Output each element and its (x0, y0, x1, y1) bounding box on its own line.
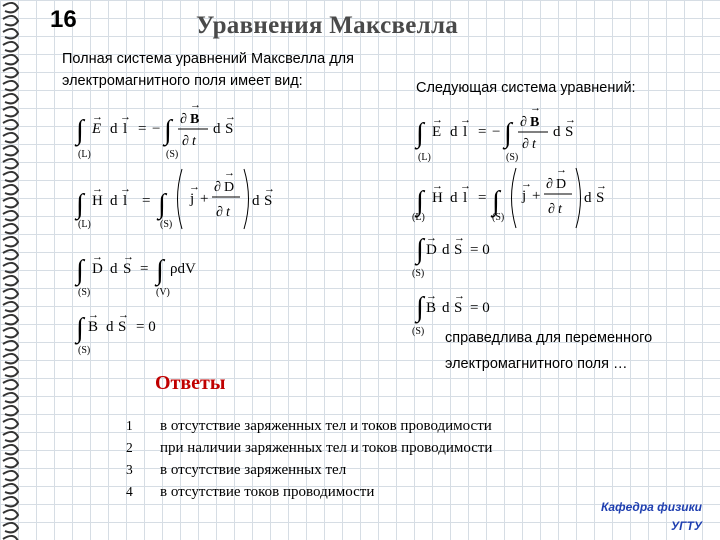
svg-text:=: = (140, 261, 149, 277)
svg-text:(S): (S) (160, 219, 173, 230)
spiral-ring (3, 94, 18, 104)
credit-line-2: УГТУ (671, 519, 702, 533)
spiral-ring (3, 289, 18, 299)
spiral-ring (3, 302, 18, 312)
svg-text:−: − (152, 121, 161, 137)
spiral-binding (0, 0, 24, 540)
svg-text:∂: ∂ (180, 112, 187, 127)
svg-text:→: → (596, 180, 607, 192)
equation-gauss-electric (74, 251, 196, 298)
svg-text:(S): (S) (412, 326, 425, 337)
svg-text:→: → (92, 251, 103, 263)
svg-text:(L): (L) (412, 212, 425, 223)
svg-text:l: l (463, 124, 468, 140)
maxwell-full-system (70, 95, 300, 365)
equation-ampere-following (412, 164, 607, 228)
spiral-ring (3, 211, 18, 221)
svg-text:→: → (454, 290, 465, 302)
svg-text:∫: ∫ (158, 189, 166, 220)
answer-option-1[interactable] (120, 415, 492, 437)
svg-text:S: S (123, 261, 132, 277)
answer-option-3[interactable] (120, 459, 492, 481)
spiral-ring (3, 55, 18, 65)
spiral-ring (3, 81, 18, 91)
svg-text:→: → (460, 180, 471, 192)
svg-text:(S): (S) (506, 152, 519, 163)
spiral-ring (3, 159, 18, 169)
svg-text:−: − (492, 124, 501, 140)
spiral-ring (3, 172, 18, 182)
equation-faraday-following (414, 102, 576, 163)
equation-ampere-full (74, 167, 275, 230)
svg-text:∂: ∂ (546, 177, 553, 192)
answers-heading: Ответы (155, 372, 226, 394)
svg-text:(S): (S) (166, 149, 179, 160)
svg-text:∫: ∫ (76, 313, 84, 344)
svg-text:→: → (432, 180, 443, 192)
spiral-ring (3, 471, 18, 481)
svg-text:B: B (530, 115, 540, 130)
svg-text:→: → (92, 183, 103, 195)
spiral-ring (3, 406, 18, 416)
svg-text:→: → (454, 232, 465, 244)
spiral-ring (3, 497, 18, 507)
svg-text:→: → (460, 114, 471, 126)
spiral-ring (3, 237, 18, 247)
svg-text:=: = (142, 193, 151, 209)
svg-text:→: → (565, 114, 576, 126)
validity-line-1: справедлива для переменного (445, 330, 653, 346)
svg-text:∂: ∂ (214, 180, 221, 195)
svg-text:→: → (224, 167, 235, 179)
svg-text:→: → (521, 178, 532, 190)
svg-text:d: d (110, 193, 118, 209)
svg-text:S: S (225, 121, 234, 137)
svg-text:(S): (S) (492, 212, 505, 223)
answer-text: в отсутствие заряженных тел и токов проводимости (160, 417, 492, 434)
svg-text:∂: ∂ (182, 134, 189, 149)
maxwell-following-system (410, 98, 640, 348)
svg-text:S: S (596, 190, 605, 206)
spiral-ring (3, 198, 18, 208)
spiral-ring (3, 523, 18, 533)
svg-text:d: d (450, 124, 458, 140)
intro-line-2: электромагнитного поля имеет вид: (62, 73, 303, 89)
svg-text:→: → (432, 114, 443, 126)
intro-line-1: Полная система уравнений Максвелла для (62, 51, 354, 67)
svg-text:∂: ∂ (548, 202, 555, 217)
spiral-ring (3, 367, 18, 377)
spiral-ring (3, 419, 18, 429)
spiral-ring (3, 315, 18, 325)
svg-text:→: → (120, 183, 131, 195)
svg-text:l: l (463, 190, 468, 206)
answer-number: 1 (126, 418, 133, 433)
following-system-label: Следующая система уравнений: (416, 80, 636, 96)
spiral-ring (3, 146, 18, 156)
svg-text:H: H (432, 190, 443, 206)
validity-line-2: электромагнитного поля … (445, 356, 628, 372)
svg-text:l: l (123, 193, 128, 209)
spiral-ring (3, 263, 18, 273)
svg-text:→: → (530, 102, 541, 114)
svg-text:(S): (S) (412, 268, 425, 279)
spiral-ring (3, 380, 18, 390)
svg-text:j: j (190, 191, 195, 207)
svg-text:d: d (110, 261, 118, 277)
svg-text:ρdV: ρdV (170, 261, 196, 277)
answer-number: 2 (126, 440, 133, 455)
spiral-ring (3, 16, 18, 26)
svg-text:∂: ∂ (520, 115, 527, 130)
svg-text:→: → (426, 290, 437, 302)
svg-text:→: → (120, 111, 131, 123)
svg-text:= 0: = 0 (470, 242, 490, 258)
svg-text:∫: ∫ (416, 292, 424, 323)
svg-text:d: d (106, 319, 114, 335)
answer-number: 3 (126, 462, 133, 477)
equation-gauss-electric-following (412, 232, 490, 279)
spiral-ring (3, 445, 18, 455)
svg-text:=: = (478, 190, 487, 206)
svg-text:=: = (478, 124, 487, 140)
svg-text:→: → (189, 181, 200, 193)
svg-text:d: d (442, 300, 450, 316)
svg-text:(S): (S) (78, 287, 91, 298)
svg-text:d: d (252, 193, 260, 209)
answers-list (120, 415, 492, 503)
spiral-ring (3, 536, 18, 540)
svg-text:D: D (224, 180, 235, 195)
svg-text:→: → (426, 232, 437, 244)
svg-text:→: → (88, 309, 99, 321)
svg-text:S: S (264, 193, 273, 209)
svg-text:E: E (432, 124, 442, 140)
intro-text (62, 48, 354, 92)
svg-text:d: d (553, 124, 561, 140)
svg-text:D: D (556, 177, 567, 192)
svg-text:H: H (92, 193, 103, 209)
svg-text:l: l (123, 121, 128, 137)
svg-text:S: S (454, 242, 463, 258)
svg-text:→: → (190, 99, 201, 111)
spiral-ring (3, 458, 18, 468)
svg-text:(S): (S) (78, 345, 91, 356)
svg-text:=: = (138, 121, 147, 137)
svg-text:∫: ∫ (164, 115, 172, 146)
credit-line-1: Кафедра физики (600, 500, 702, 514)
svg-text:= 0: = 0 (470, 300, 490, 316)
svg-text:→: → (556, 164, 567, 176)
svg-text:t: t (192, 134, 196, 149)
svg-text:S: S (454, 300, 463, 316)
svg-text:d: d (450, 190, 458, 206)
svg-text:→: → (225, 111, 236, 123)
svg-text:∫: ∫ (416, 186, 424, 217)
answer-option-4[interactable] (120, 481, 492, 503)
svg-text:+: + (200, 191, 209, 207)
spiral-ring (3, 3, 18, 13)
equation-faraday-full (74, 99, 236, 160)
spiral-ring (3, 341, 18, 351)
svg-text:∫: ∫ (416, 234, 424, 265)
svg-text:d: d (110, 121, 118, 137)
svg-text:∫: ∫ (156, 255, 164, 286)
svg-text:∫: ∫ (76, 255, 84, 286)
svg-text:(L): (L) (78, 149, 91, 160)
svg-text:∂: ∂ (522, 137, 529, 152)
svg-text:∫: ∫ (76, 189, 84, 220)
department-credit (601, 498, 702, 536)
svg-text:B: B (190, 112, 200, 127)
svg-text:t: t (558, 202, 562, 217)
svg-text:D: D (426, 242, 437, 258)
svg-text:t: t (532, 137, 536, 152)
svg-text:∂: ∂ (216, 205, 223, 220)
spiral-ring (3, 133, 18, 143)
svg-text:(V): (V) (156, 287, 170, 298)
svg-text:∫: ∫ (492, 186, 500, 217)
spiral-ring (3, 393, 18, 403)
answer-option-2[interactable] (120, 437, 492, 459)
svg-text:→: → (92, 111, 103, 123)
spiral-ring (3, 107, 18, 117)
svg-text:d: d (584, 190, 592, 206)
svg-text:S: S (118, 319, 127, 335)
equation-gauss-magnetic (74, 309, 156, 356)
svg-text:S: S (565, 124, 574, 140)
spiral-ring (3, 42, 18, 52)
slide-title: Уравнения Максвелла (196, 12, 459, 39)
svg-text:→: → (118, 309, 129, 321)
svg-text:∫: ∫ (416, 118, 424, 149)
svg-text:d: d (442, 242, 450, 258)
svg-text:E: E (92, 121, 102, 137)
svg-text:∫: ∫ (76, 115, 84, 146)
spiral-ring (3, 484, 18, 494)
svg-text:(L): (L) (78, 219, 91, 230)
spiral-ring (3, 68, 18, 78)
svg-text:d: d (213, 121, 221, 137)
spiral-ring (3, 276, 18, 286)
spiral-ring (3, 29, 18, 39)
spiral-ring (3, 224, 18, 234)
answer-text: при наличии заряженных тел и токов проводимости (160, 439, 493, 456)
answer-text: в отсутствие заряженных тел (160, 461, 347, 478)
spiral-ring (3, 120, 18, 130)
answer-number: 4 (126, 484, 133, 499)
svg-text:D: D (92, 261, 103, 277)
svg-text:j: j (522, 188, 527, 204)
svg-text:+: + (532, 188, 541, 204)
svg-text:(L): (L) (418, 152, 431, 163)
spiral-ring (3, 328, 18, 338)
svg-text:∫: ∫ (504, 118, 512, 149)
spiral-ring (3, 510, 18, 520)
svg-text:→: → (123, 251, 134, 263)
svg-text:B: B (88, 319, 99, 335)
spiral-ring (3, 185, 18, 195)
svg-text:→: → (264, 183, 275, 195)
spiral-ring (3, 432, 18, 442)
validity-text (445, 325, 652, 377)
spiral-ring (3, 354, 18, 364)
svg-text:B: B (426, 300, 437, 316)
svg-text:= 0: = 0 (136, 319, 156, 335)
spiral-ring (3, 250, 18, 260)
svg-text:t: t (226, 205, 230, 220)
answer-text: в отсутствие токов проводимости (160, 483, 375, 500)
slide-number: 16 (50, 6, 77, 33)
